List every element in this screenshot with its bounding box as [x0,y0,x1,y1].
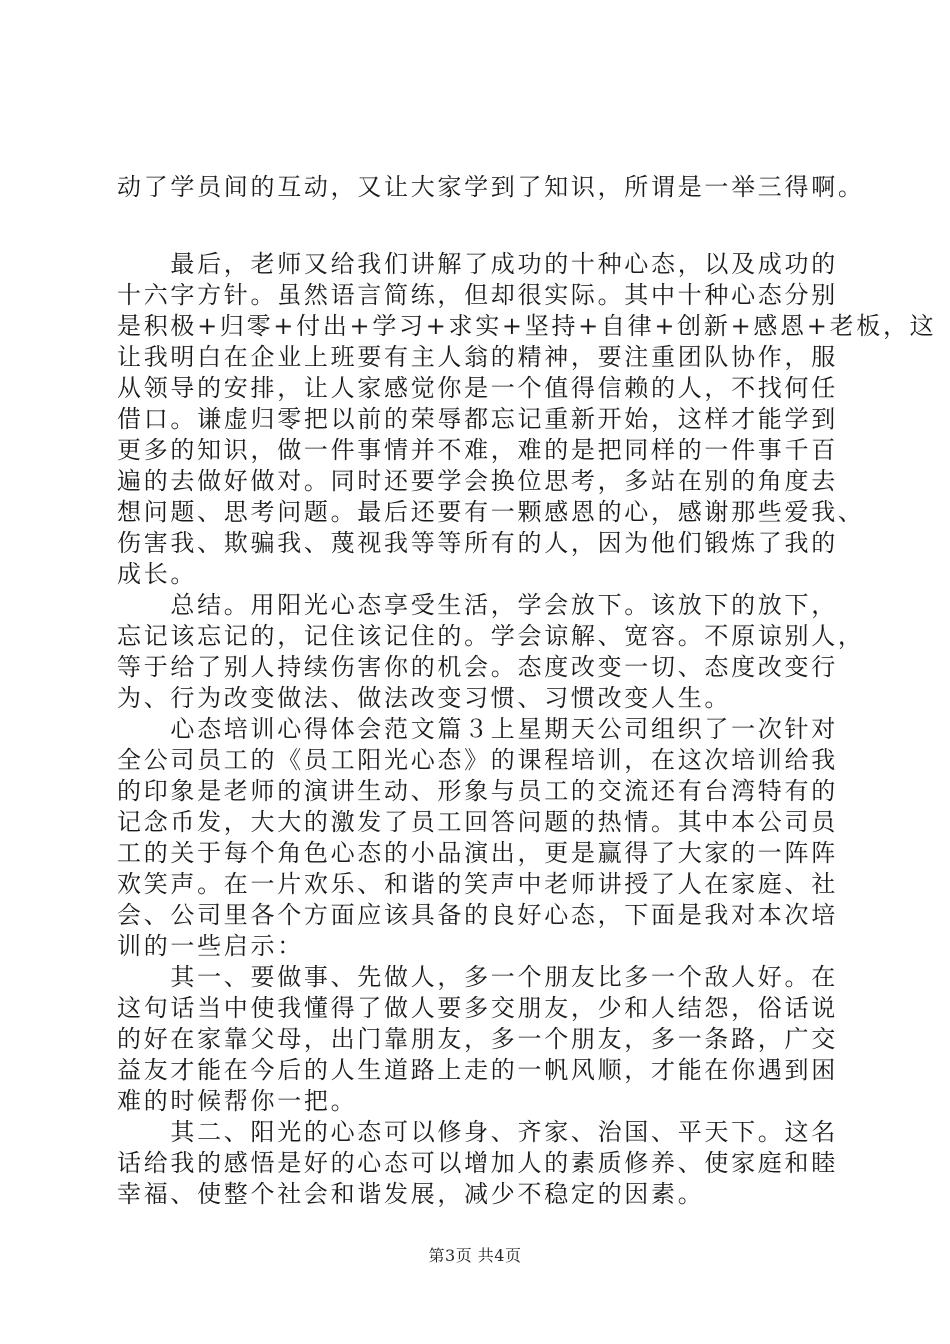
text-line: 最后，老师又给我们讲解了成功的十种心态，以及成功的 [117,250,838,278]
text-line: 其二、阳光的心态可以修身、齐家、治国、平天下。这名 [117,1118,838,1146]
text-line: 借口。谦虚归零把以前的荣辱都忘记重新开始，这样才能学到 [117,405,838,433]
text-line: 心态培训心得体会范文篇３上星期天公司组织了一次针对 [117,715,838,743]
blank-line [117,203,837,249]
text-line: 会、公司里各个方面应该具备的良好心态，下面是我对本次培 [117,901,838,929]
text-line: 遍的去做好做对。同时还要学会换位思考，多站在别的角度去 [117,467,838,495]
text-line: 伤害我、欺骗我、蔑视我等等所有的人，因为他们锻炼了我的 [117,529,838,557]
text-line: 是积极+归零+付出+学习+求实+坚持+自律+创新+感恩+老板，这 [117,312,937,340]
text-line: 十六字方针。虽然语言简练，但却很实际。其中十种心态分别 [117,281,838,309]
text-line: 全公司员工的《员工阳光心态》的课程培训，在这次培训给我 [117,746,838,774]
text-line: 更多的知识，做一件事情并不难，难的是把同样的一件事千百 [117,436,838,464]
text-line: 话给我的感悟是好的心态可以增加人的素质修养、使家庭和睦 [117,1149,838,1177]
text-line: 这句话当中使我懂得了做人要多交朋友，少和人结怨，俗话说 [117,994,838,1022]
text-line: 的印象是老师的演讲生动、形象与员工的交流还有台湾特有的 [117,777,838,805]
text-line: 成长。 [117,560,198,588]
text-line: 忘记该忘记的，记住该记住的。学会谅解、宽容。不原谅别人， [117,622,865,650]
text-line: 记念币发，大大的激发了员工回答问题的热情。其中本公司员 [117,808,838,836]
page-footer [0,1246,950,1266]
text-line: 欢笑声。在一片欢乐、和谐的笑声中老师讲授了人在家庭、社 [117,870,838,898]
text-line: 让我明白在企业上班要有主人翁的精神，要注重团队协作，服 [117,343,838,371]
text-line: 益友才能在今后的人生道路上走的一帆风顺，才能在你遇到困 [117,1056,838,1084]
text-line: 总结。用阳光心态享受生活，学会放下。该放下的放下， [117,591,838,619]
text-line: 其一、要做事、先做人，多一个朋友比多一个敌人好。在 [117,963,838,991]
text-line: 动了学员间的互动，又让大家学到了知识，所谓是一举三得啊。 [117,173,865,201]
text-line: 的好在家靠父母，出门靠朋友，多一个朋友，多一条路，广交 [117,1025,838,1053]
body-text [117,172,937,1210]
text-line: 从领导的安排，让人家感觉你是一个值得信赖的人，不找何任 [117,374,838,402]
text-line: 训的一些启示： [117,932,304,960]
page-number-label: 第3页 共4页 [428,1246,522,1265]
text-line: 工的关于每个角色心态的小品演出，更是赢得了大家的一阵阵 [117,839,838,867]
text-line: 想问题、思考问题。最后还要有一颗感恩的心，感谢那些爱我、 [117,498,865,526]
text-line: 等于给了别人持续伤害你的机会。态度改变一切、态度改变行 [117,653,838,681]
text-line: 为、行为改变做法、做法改变习惯、习惯改变人生。 [117,684,732,712]
text-line: 难的时候帮你一把。 [117,1087,358,1115]
text-line: 幸福、使整个社会和谐发展，减少不稳定的因素。 [117,1180,705,1208]
